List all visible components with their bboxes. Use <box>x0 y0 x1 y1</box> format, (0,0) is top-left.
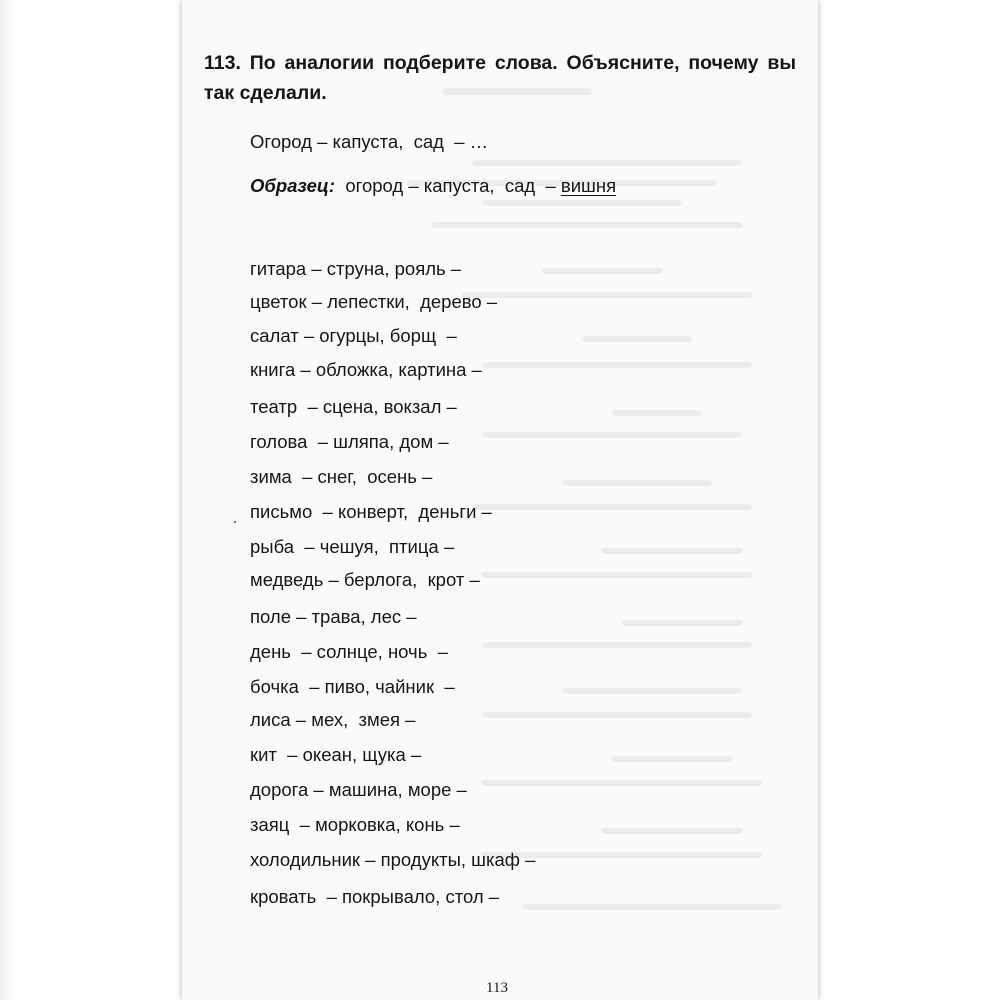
analogy-item: бочка – пиво, чайник – <box>250 676 455 697</box>
analogy-item: рыба – чешуя, птица – <box>250 536 455 557</box>
analogy-item: кит – океан, щука – <box>250 744 422 765</box>
sample-text: огород – капуста, сад – <box>345 175 556 196</box>
analogy-item: салат – огурцы, борщ – <box>250 325 457 346</box>
analogy-item: холодильник – продукты, шкаф – <box>250 849 536 870</box>
analogy-item: дорога – машина, море – <box>250 779 467 800</box>
sample-line <box>250 174 616 198</box>
analogy-item: книга – обложка, картина – <box>250 359 482 380</box>
analogy-item: лиса – мех, змея – <box>250 709 416 730</box>
analogy-item: поле – трава, лес – <box>250 606 417 627</box>
sample-label: Образец: <box>250 175 336 196</box>
exercise-prompt: Огород – капуста, сад – … <box>250 131 489 152</box>
analogy-item: зима – снег, осень – <box>250 466 433 487</box>
analogy-item: кровать – покрывало, стол – <box>250 886 500 907</box>
exercise-title: 113. По аналогии подберите слова. Объясните, почему вы так сделали. <box>204 52 796 104</box>
page-number: 113 <box>486 980 508 996</box>
analogy-item: заяц – морковка, конь – <box>250 814 460 835</box>
analogy-item: цветок – лепестки, дерево – <box>250 291 498 312</box>
analogy-item: театр – сцена, вокзал – <box>250 396 457 417</box>
analogy-item: день – солнце, ночь – <box>250 641 448 662</box>
print-speck <box>234 521 236 523</box>
analogy-item: письмо – конверт, деньги – <box>250 501 492 522</box>
analogy-item: голова – шляпа, дом – <box>250 431 449 452</box>
analogy-item: медведь – берлога, крот – <box>250 569 480 590</box>
analogy-item: гитара – струна, рояль – <box>250 258 462 279</box>
sample-answer: вишня <box>560 175 617 196</box>
